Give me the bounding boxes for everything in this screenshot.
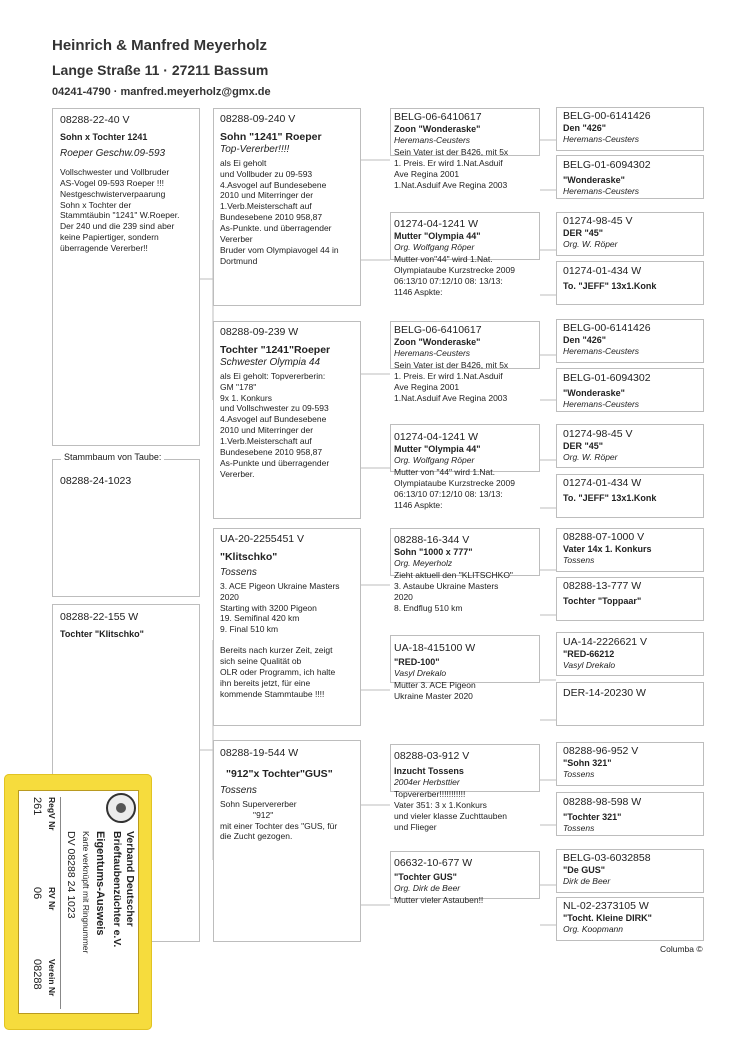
pigeon-name: "Klitschko"	[220, 550, 278, 563]
card-divider	[60, 797, 61, 1009]
card-label-rv: RV Nr	[47, 887, 57, 911]
description-line: Sein Vater ist der B426, mit 5x	[394, 359, 509, 370]
description-line: GM "178"	[220, 381, 257, 392]
card-ring-number: DV 08288 24 1023	[65, 831, 77, 919]
description-line: Zieht aktuell den "KLITSCHKO"	[394, 569, 513, 580]
ggp-7-content	[394, 750, 544, 840]
grandparent-ff-content	[220, 113, 360, 305]
ring-number: 01274-04-1241 W	[394, 431, 479, 443]
description-line: Mutter von "44" wird 1.Nat.	[394, 466, 495, 477]
ring-number: 01274-01-434 W	[563, 265, 642, 277]
description-line: 2010 und Miterringer der	[220, 425, 314, 436]
breeder-note: Tossens	[563, 769, 595, 780]
description-line: Starting with 3200 Pigeon	[220, 602, 317, 613]
description-line: 4.Asvogel auf Bundesebene	[220, 414, 327, 425]
gggp-5-content	[563, 322, 703, 364]
card-org-line-1: Verband Deutscher	[124, 831, 136, 927]
description-line: 1146 Aspkte:	[394, 499, 443, 510]
breeder-note: Vasyl Drekalo	[563, 660, 616, 671]
description-line: 3. Astaube Ukraine Masters	[394, 580, 499, 591]
ring-number: 08288-09-239 W	[220, 326, 299, 338]
breeder-note: Heremans-Ceusters	[563, 186, 640, 197]
ggp-5-content	[394, 534, 544, 624]
ring-number: 08288-13-777 W	[563, 580, 642, 592]
ring-number: 08288-22-155 W	[60, 611, 139, 623]
description-line: mit einer Tochter des "GUS, für	[220, 820, 338, 831]
description-line: Sein Vater ist der B426, mit 5x	[394, 146, 509, 157]
ring-number: 08288-98-598 W	[563, 796, 642, 808]
pigeon-name: Vater 14x 1. Konkurs	[563, 543, 652, 554]
ring-number: BELG-01-6094302	[563, 159, 651, 171]
gggp-15-content	[563, 852, 703, 894]
description-line: Ave Regina 2001	[394, 168, 460, 179]
pigeon-name: "Tochter GUS"	[394, 871, 457, 882]
gggp-16-content	[563, 900, 703, 942]
card-title: Eigentums-Ausweis	[94, 831, 106, 936]
pigeon-name: "Sohn 321"	[563, 757, 612, 768]
description-line: kommende Stammtaube !!!!	[220, 688, 325, 699]
ring-number: UA-14-2226621 V	[563, 636, 648, 648]
description-line: Der 240 und die 239 sind aber	[60, 221, 175, 232]
description-line: 1.Nat.Asduif Ave Regina 2003	[394, 392, 508, 403]
ring-number: 08288-09-240 V	[220, 113, 296, 125]
ring-number: 08288-03-912 V	[394, 750, 470, 762]
gggp-12-content	[563, 687, 703, 729]
breeder-note: Org. W. Röper	[563, 239, 618, 250]
ring-number: 08288-19-544 W	[220, 747, 299, 759]
description-line: ihn bereits jetzt, für eine	[220, 677, 311, 688]
gggp-7-content	[563, 428, 703, 470]
description-line: 9. Final 510 km	[220, 624, 279, 635]
ring-number: 01274-01-434 W	[563, 477, 642, 489]
spacer	[220, 635, 360, 645]
gggp-4-content	[563, 265, 703, 307]
description-line: 2020	[394, 591, 413, 602]
gggp-1-content	[563, 110, 703, 152]
description-line: Bundesebene 2010 958,87	[220, 446, 323, 457]
grandparent-fm-content	[220, 326, 360, 518]
description-line: 1.Nat.Asduif Ave Regina 2003	[394, 179, 508, 190]
description-line: 06:13/10 07:12/10 08: 13/13:	[394, 275, 503, 286]
pigeon-name: Den "426"	[563, 122, 607, 133]
description-line: 2020	[220, 591, 239, 602]
description-line: und Flieger	[394, 821, 437, 832]
description-line: 06:13/10 07:12/10 08: 13/13:	[394, 488, 503, 499]
card-value-verein: 08288	[31, 959, 43, 990]
breeder-note: Org. Koopmann	[563, 924, 624, 935]
description-line: 1.Verb.Meisterschaft auf	[220, 201, 312, 212]
card-value-regv: 261	[31, 797, 43, 816]
pigeon-name: Tochter "Toppaar"	[563, 595, 642, 606]
mother-content	[60, 611, 198, 671]
description-line: OLR oder Programm, ich halte	[220, 666, 336, 677]
description-line: 1. Preis. Er wird 1.Nat.Asduif	[394, 157, 503, 168]
gggp-11-content	[563, 636, 703, 678]
description-line: 4.Asvogel auf Bundesebene	[220, 179, 327, 190]
ring-number: 08288-16-344 V	[394, 534, 470, 546]
description-line: überragende Vererber!!	[60, 243, 148, 254]
pigeon-name: Sohn "1000 x 777"	[394, 546, 473, 557]
description-line: Mutter von"44" wird 1.Nat.	[394, 253, 493, 264]
grandparent-mf-content	[220, 533, 360, 725]
breeder-contact: 04241-4790 · manfred.meyerholz@gmx.de	[52, 86, 271, 98]
breeder-note: Org. Meyerholz	[394, 558, 453, 569]
ownership-card-label	[18, 790, 139, 1014]
description-line: Mutter 3. ACE Pigeon	[394, 679, 476, 690]
ring-number: UA-20-2255451 V	[220, 533, 305, 545]
description-line: 19. Semifinal 420 km	[220, 613, 300, 624]
breeder-note: Tossens	[563, 823, 595, 834]
pigeon-name: DER "45"	[563, 227, 604, 238]
description-line: 1. Preis. Er wird 1.Nat.Asduif	[394, 370, 503, 381]
gggp-13-content	[563, 745, 703, 787]
pigeon-name: DER "45"	[563, 440, 604, 451]
breeder-note: 2004er Herbsttier	[394, 777, 460, 788]
ggp-2-content	[394, 218, 544, 308]
ring-number: 08288-96-952 V	[563, 745, 639, 757]
pigeon-name: Inzucht Tossens	[394, 765, 464, 776]
father-content	[60, 114, 198, 444]
description-line: Dortmund	[220, 255, 258, 266]
ring-number: BELG-03-6032858	[563, 852, 651, 864]
ring-number: DER-14-20230 W	[563, 687, 646, 699]
pigeon-name: Tochter "1241"Roeper	[220, 343, 331, 356]
breeder-note: Schwester Olympia 44	[220, 357, 321, 369]
description-line: 1146 Aspkte:	[394, 286, 443, 297]
breeder-note: Heremans-Ceusters	[563, 134, 640, 145]
pigeon-name: Den "426"	[563, 334, 607, 345]
breeder-note: Heremans-Ceusters	[563, 346, 640, 357]
gggp-3-content	[563, 215, 703, 257]
ring-number: 01274-98-45 V	[563, 215, 633, 227]
ring-number: 01274-98-45 V	[563, 428, 633, 440]
description-line: 3. ACE Pigeon Ukraine Masters	[220, 580, 340, 591]
ring-number: BELG-01-6094302	[563, 372, 651, 384]
pigeon-name: Mutter "Olympia 44"	[394, 443, 481, 454]
description-line: die Zucht gezogen.	[220, 831, 293, 842]
description-line: 1.Verb.Meisterschaft auf	[220, 436, 312, 447]
ggp-6-content	[394, 642, 544, 722]
description-line: als Ei geholt	[220, 157, 267, 168]
description-line: Vererber.	[220, 468, 255, 479]
pigeon-name: Zoon "Wonderaske"	[394, 336, 481, 347]
ggp-1-content	[394, 111, 544, 201]
gggp-10-content	[563, 580, 703, 622]
description-line: Vererber	[220, 233, 253, 244]
description-line: 9x 1. Konkurs	[220, 392, 272, 403]
breeder-note: Heremans-Ceusters	[394, 135, 471, 146]
description-line: 2010 und Miterringer der	[220, 190, 314, 201]
description-line: und Vollschwester zu 09-593	[220, 403, 329, 414]
pigeon-name: Mutter "Olympia 44"	[394, 230, 481, 241]
ring-number: 06632-10-677 W	[394, 857, 473, 869]
pigeon-name: "De GUS"	[563, 864, 606, 875]
card-subtitle: Karte verknüpft mit Ringnummer	[81, 831, 91, 954]
pigeon-name: "Wonderaske"	[563, 387, 625, 398]
card-label-verein: Verein Nr	[47, 959, 57, 997]
card-org-line-2: Brieftaubenzüchter e.V.	[111, 831, 123, 948]
columba-credit: Columba ©	[660, 944, 703, 954]
breeder-note: Top-Vererber!!!!	[220, 144, 290, 156]
description-line: Nestgeschwisterverpaarung	[60, 188, 166, 199]
gggp-8-content	[563, 477, 703, 519]
description-line: Mutter vieler Astauben!!	[394, 894, 484, 905]
description-line: keine Papiertiger, sondern	[60, 232, 159, 243]
description-line: Ukraine Master 2020	[394, 690, 473, 701]
pigeon-name: "Wonderaske"	[563, 174, 625, 185]
pigeon-name: Zoon "Wonderaske"	[394, 123, 481, 134]
breeder-note: Org. Wolfgang Röper	[394, 242, 475, 253]
description-line: Sohn x Tochter der	[60, 199, 132, 210]
description-line: Bereits nach kurzer Zeit, zeigt	[220, 645, 333, 656]
ring-number: 08288-07-1000 V	[563, 531, 645, 543]
breeder-name: Heinrich & Manfred Meyerholz	[52, 37, 268, 54]
ring-number: 08288-22-40 V	[60, 114, 130, 126]
pigeon-name: "912"x Tochter"GUS"	[226, 767, 333, 780]
description-line: Stammtäubin "1241" W.Roeper.	[60, 210, 180, 221]
card-label-regv: RegV Nr	[47, 797, 57, 831]
breeder-note: Heremans-Ceusters	[563, 399, 640, 410]
association-logo-icon	[106, 793, 136, 823]
ring-number: 01274-04-1241 W	[394, 218, 479, 230]
pigeon-name: "RED-100"	[394, 656, 440, 667]
card-value-rv: 06	[31, 887, 43, 900]
ggp-8-content	[394, 857, 544, 917]
ownership-card	[4, 774, 152, 1030]
ring-number: BELG-06-6410617	[394, 111, 482, 123]
pigeon-name: To. "JEFF" 13x1.Konk	[563, 280, 657, 291]
description-line: 8. Endflug 510 km	[394, 602, 463, 613]
description-line: Vater 351: 3 x 1.Konkurs	[394, 799, 487, 810]
description-line: As-Punkte und überragender	[220, 457, 330, 468]
gggp-9-content	[563, 531, 703, 573]
gggp-6-content	[563, 372, 703, 414]
description-line: als Ei geholt: Topvererberin:	[220, 370, 326, 381]
pigeon-name: To. "JEFF" 13x1.Konk	[563, 492, 657, 503]
ring-number: UA-18-415100 W	[394, 642, 476, 654]
ring-number: BELG-06-6410617	[394, 324, 482, 336]
description-line: Olympiataube Kurzstrecke 2009	[394, 477, 515, 488]
pigeon-name: "Tochter 321"	[563, 811, 622, 822]
description-line: AS-Vogel 09-593 Roeper !!!	[60, 177, 164, 188]
description-line: sich seine Qualität ob	[220, 656, 302, 667]
ggp-4-content	[394, 431, 544, 521]
ring-number: NL-02-2373105 W	[563, 900, 649, 912]
description-line: Bundesebene 2010 958,87	[220, 212, 323, 223]
ring-number: BELG-00-6141426	[563, 322, 651, 334]
breeder-note: Tossens	[220, 567, 257, 579]
breeder-note: Tossens	[220, 785, 257, 797]
breeder-address: Lange Straße 11 · 27211 Bassum	[52, 62, 269, 78]
description-line: As-Punkte. und überragender	[220, 223, 332, 234]
ggp-3-content	[394, 324, 544, 414]
stammbaum-label: Stammbaum von Taube:	[61, 452, 164, 462]
description-line: Olympiataube Kurzstrecke 2009	[394, 264, 515, 275]
description-line: und vieler klasse Zuchttauben	[394, 810, 507, 821]
pigeon-name: "Tocht. Kleine DIRK"	[563, 912, 652, 923]
breeder-note: Vasyl Drekalo	[394, 668, 447, 679]
pigeon-name: Sohn x Tochter 1241	[60, 131, 148, 142]
description-line: Sohn Supervererber	[220, 798, 297, 809]
breeder-note: Heremans-Ceusters	[394, 348, 471, 359]
description-line: Ave Regina 2001	[394, 381, 460, 392]
description-line: Bruder vom Olympiavogel 44 in	[220, 244, 339, 255]
grandparent-mm-content	[220, 747, 360, 941]
description-line: "912"	[220, 809, 274, 820]
pigeon-name: Tochter "Klitschko"	[60, 628, 144, 639]
pigeon-name: Sohn "1241" Roeper	[220, 130, 322, 143]
breeder-note: Org. Dirk de Beer	[394, 883, 461, 894]
gggp-2-content	[563, 159, 703, 201]
breeder-note: Org. Wolfgang Röper	[394, 455, 475, 466]
ring-number: BELG-00-6141426	[563, 110, 651, 122]
pigeon-name: "RED-66212	[563, 648, 615, 659]
breeder-note: Roeper Geschw.09-593	[60, 148, 166, 160]
breeder-note: Tossens	[563, 555, 595, 566]
gggp-14-content	[563, 796, 703, 838]
description-line: und Vollbuder zu 09-593	[220, 168, 313, 179]
subject-ring-number: 08288-24-1023	[60, 475, 132, 487]
description-line: Topvererber!!!!!!!!!!!	[394, 788, 466, 799]
breeder-note: Dirk de Beer	[563, 876, 611, 887]
description-line: Vollschwester und Vollbruder	[60, 166, 170, 177]
breeder-note: Org. W. Röper	[563, 452, 618, 463]
